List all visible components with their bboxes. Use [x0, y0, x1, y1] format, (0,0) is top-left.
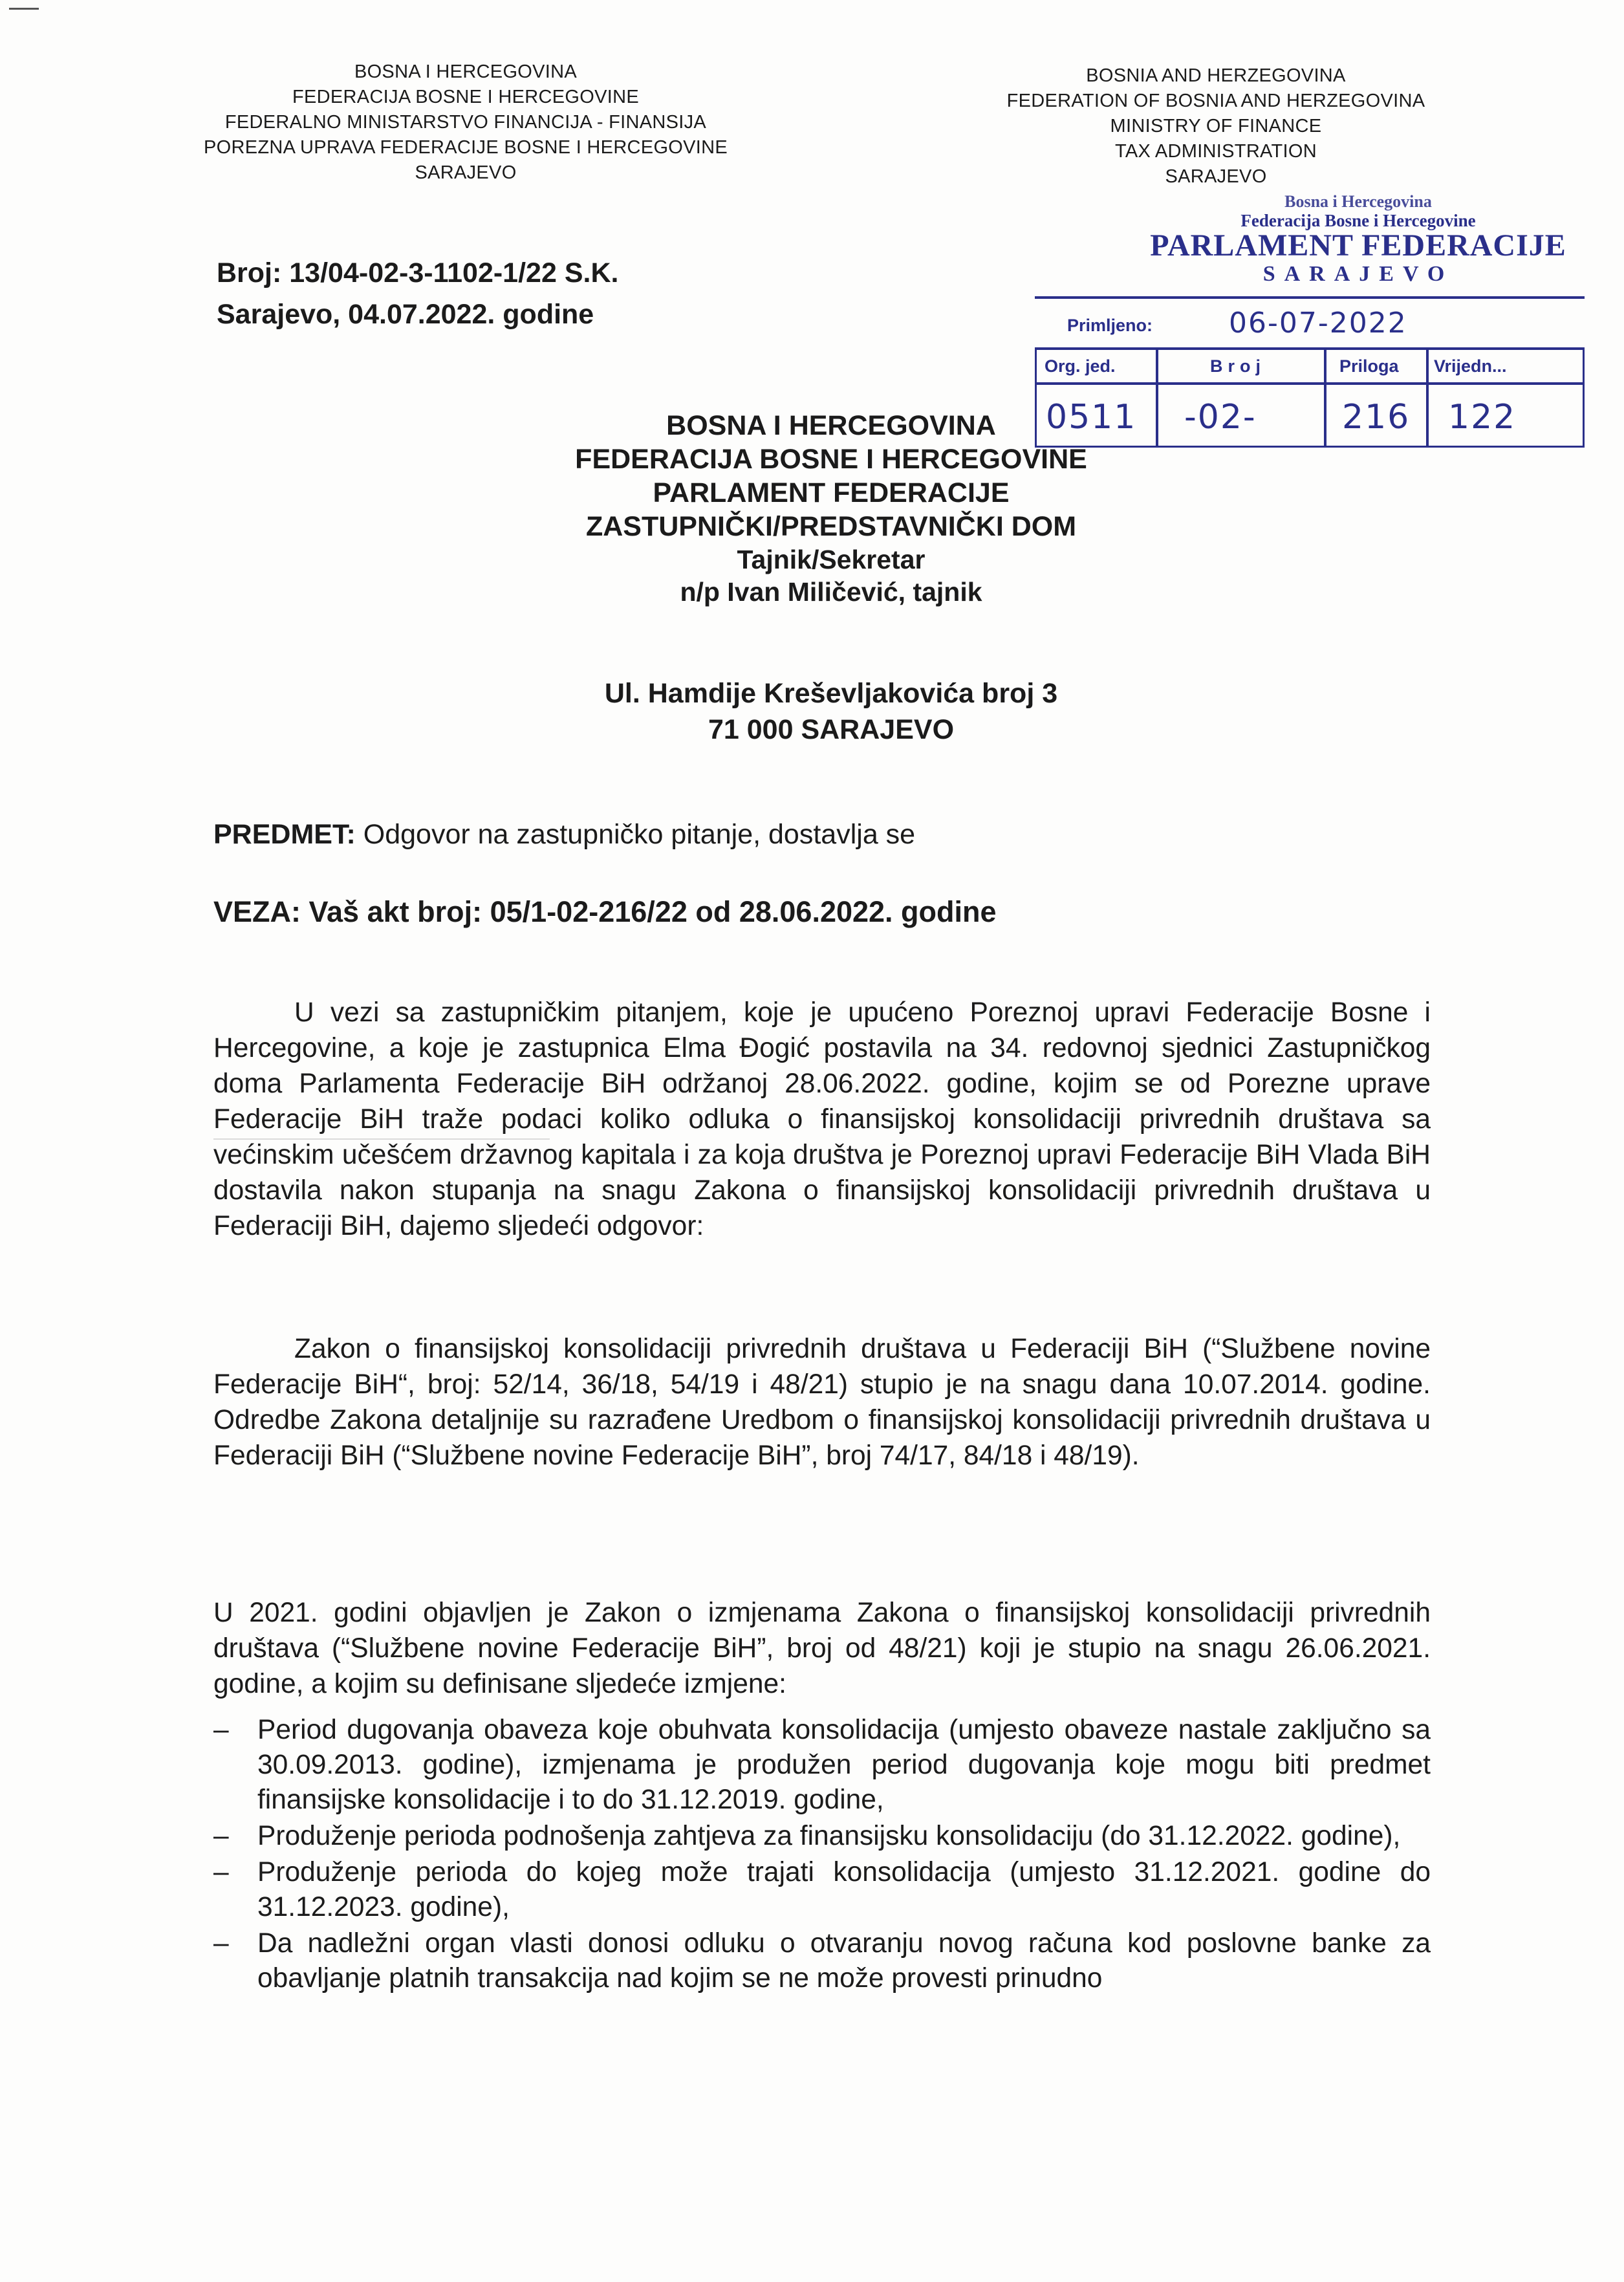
received-stamp-header	[1074, 193, 1624, 287]
subject-text: Odgovor na zastupničko pitanje, dostavlja se	[363, 819, 916, 850]
stamp-col-priloga-label: Priloga	[1339, 356, 1399, 376]
stamp-col-vrijednost	[1427, 348, 1585, 384]
subject-label: PREDMET:	[213, 819, 356, 850]
header-right-line: SARAJEVO	[1165, 166, 1267, 187]
list-item-text: Produženje perioda podnošenja zahtjeva za finansijsku konsolidaciju (do 31.12.2022. godine),	[257, 1821, 1401, 1851]
body-paragraph-3: U 2021. godini objavljen je Zakon o izmjenama Zakona o finansijskoj konsolidaciji privrednih društava (“Službene novine Federacije BiH”, broj od 48/21) koji je stupio na snagu 26.06.2021. godine, a kojim su definisane sljedeće izmjene:	[213, 1598, 1431, 1699]
addressee-block	[420, 409, 1242, 608]
header-right-line: TAX ADMINISTRATION	[1114, 141, 1317, 162]
stamp-val-broj-text: -02-	[1184, 398, 1257, 437]
stamp-line-parliament: PARLAMENT FEDERACIJE	[1150, 228, 1566, 263]
stamp-col-priloga	[1325, 348, 1428, 384]
stamp-received-value: 06-07-2022	[1229, 307, 1407, 340]
addressee-line: n/p Ivan Miličević, tajnik	[680, 577, 982, 607]
stamp-col-vrijednost-label: Vrijedn...	[1434, 356, 1507, 376]
reference-link-line: VEZA: Vaš akt broj: 05/1-02-216/22 od 28.06.2022. godine	[213, 895, 997, 928]
addressee-street: Ul. Hamdije Kreševljakovića broj 3	[604, 678, 1058, 709]
stamp-col-broj	[1156, 348, 1326, 384]
header-right	[931, 63, 1500, 190]
scan-edge-mark	[9, 8, 39, 10]
header-left-line: FEDERALNO MINISTARSTVO FINANCIJA - FINANSIJA	[224, 112, 707, 133]
addressee-line: ZASTUPNIČKI/PREDSTAVNIČKI DOM	[585, 511, 1077, 542]
stamp-line-country: Bosna i Hercegovina	[1284, 192, 1432, 211]
list-item-text: Produženje perioda do kojeg može trajati konsolidacija (umjesto 31.12.2021. godine do 31.12.2023. godine),	[257, 1857, 1431, 1922]
header-right-line: FEDERATION OF BOSNIA AND HERZEGOVINA	[1006, 91, 1425, 111]
header-left-line: BOSNA I HERCEGOVINA	[354, 61, 578, 82]
stamp-val-vrijednost-text: 122	[1448, 398, 1517, 437]
dash-bullet-icon: –	[213, 1928, 229, 1959]
stamp-col-broj-label: Broj	[1210, 356, 1266, 376]
subject-line	[213, 816, 915, 853]
stamp-line-city: SARAJEVO	[1262, 262, 1454, 286]
list-item-text: Period dugovanja obaveza koje obuhvata konsolidacija (umjesto obaveze nastale zaključno sa 30.09.2013. godine), izmjenama je produžen period dugovanja koje mogu biti predmet finansijske konsolidacije i to do 31.12.2019. godine,	[257, 1715, 1431, 1815]
body-paragraph-1	[213, 995, 1431, 1244]
reference-number: Broj: 13/04-02-3-1102-1/22 S.K.	[217, 257, 619, 288]
stamp-line-federation: Federacija Bosne i Hercegovine	[1240, 211, 1476, 230]
stamp-val-priloga-text: 216	[1342, 398, 1411, 437]
header-left-line: SARAJEVO	[415, 162, 517, 183]
header-left	[155, 60, 776, 186]
amendments-list	[213, 1713, 1431, 1997]
reference-place-date: Sarajevo, 04.07.2022. godine	[217, 299, 594, 330]
list-item	[213, 1855, 1431, 1925]
list-item-text: Da nadležni organ vlasti donosi odluku o otvaranju novog računa kod poslovne banke za obavljanje platnih transakcija nad kojim se ne može provesti prinudno	[257, 1928, 1431, 1994]
stamp-val-priloga	[1325, 383, 1428, 448]
body-paragraph-2	[213, 1331, 1431, 1473]
body-paragraph-2-text: Zakon o finansijskoj konsolidaciji privrednih društava u Federaciji BiH (“Službene novine Federacije BiH“, broj: 52/14, 36/18, 54/19 i 48/21) stupio je na snagu dana 10.07.2014. godine. Odredbe Zakona detaljnije su razrađene Uredbom o finansijskoj konsolidaciji privrednih društava u Federaciji BiH (“Službene novine Federacije BiH”, broj 74/17, 84/18 i 48/19).	[213, 1334, 1431, 1471]
addressee-city: 71 000 SARAJEVO	[708, 714, 955, 745]
header-right-line: MINISTRY OF FINANCE	[1110, 116, 1322, 136]
addressee-line: BOSNA I HERCEGOVINA	[666, 410, 996, 441]
header-right-line: BOSNIA AND HERZEGOVINA	[1086, 65, 1346, 86]
stamp-val-org-text: 0511	[1046, 398, 1137, 437]
addressee-line: FEDERACIJA BOSNE I HERCEGOVINE	[575, 444, 1087, 475]
dash-bullet-icon: –	[213, 1715, 229, 1745]
addressee-line: PARLAMENT FEDERACIJE	[653, 477, 1010, 508]
stamp-col-org-label: Org. jed.	[1045, 356, 1116, 376]
list-item	[213, 1926, 1431, 1996]
stamp-val-vrijednost	[1427, 383, 1585, 448]
stamp-col-org	[1035, 348, 1158, 384]
addressee-street-block	[492, 675, 1171, 748]
list-item	[213, 1819, 1431, 1854]
reference-block	[217, 252, 618, 335]
dash-bullet-icon: –	[213, 1857, 229, 1887]
stamp-received-row	[1035, 305, 1585, 349]
list-item	[213, 1713, 1431, 1818]
body-paragraph-1-text: U vezi sa zastupničkim pitanjem, koje je upućeno Poreznoj upravi Federacije Bosne i Hercegovine, a koje je zastupnica Elma Đogić postavila na 34. redovnoj sjednici Zastupničkog doma Parlamenta Federacije BiH održanoj 28.06.2022. godine, kojim se od Porezne uprave Federacije BiH traže podaci koliko odluka o finansijskoj konsolidaciji privrednih društava sa većinskim učešćem državnog kapitala i za koja društva je Poreznoj upravi Federacije BiH Vlada BiH dostavila nakon stupanja na snagu Zakona o finansijskoj konsolidaciji privrednih društava u Federaciji BiH, dajemo sljedeći odgovor:	[213, 997, 1431, 1241]
addressee-line: Tajnik/Sekretar	[737, 545, 926, 574]
stamp-received-label: Primljeno:	[1067, 316, 1153, 335]
header-left-line: FEDERACIJA BOSNE I HERCEGOVINE	[292, 87, 639, 107]
header-left-line: POREZNA UPRAVA FEDERACIJE BOSNE I HERCEGOVINE	[203, 137, 728, 158]
dash-bullet-icon: –	[213, 1821, 229, 1851]
